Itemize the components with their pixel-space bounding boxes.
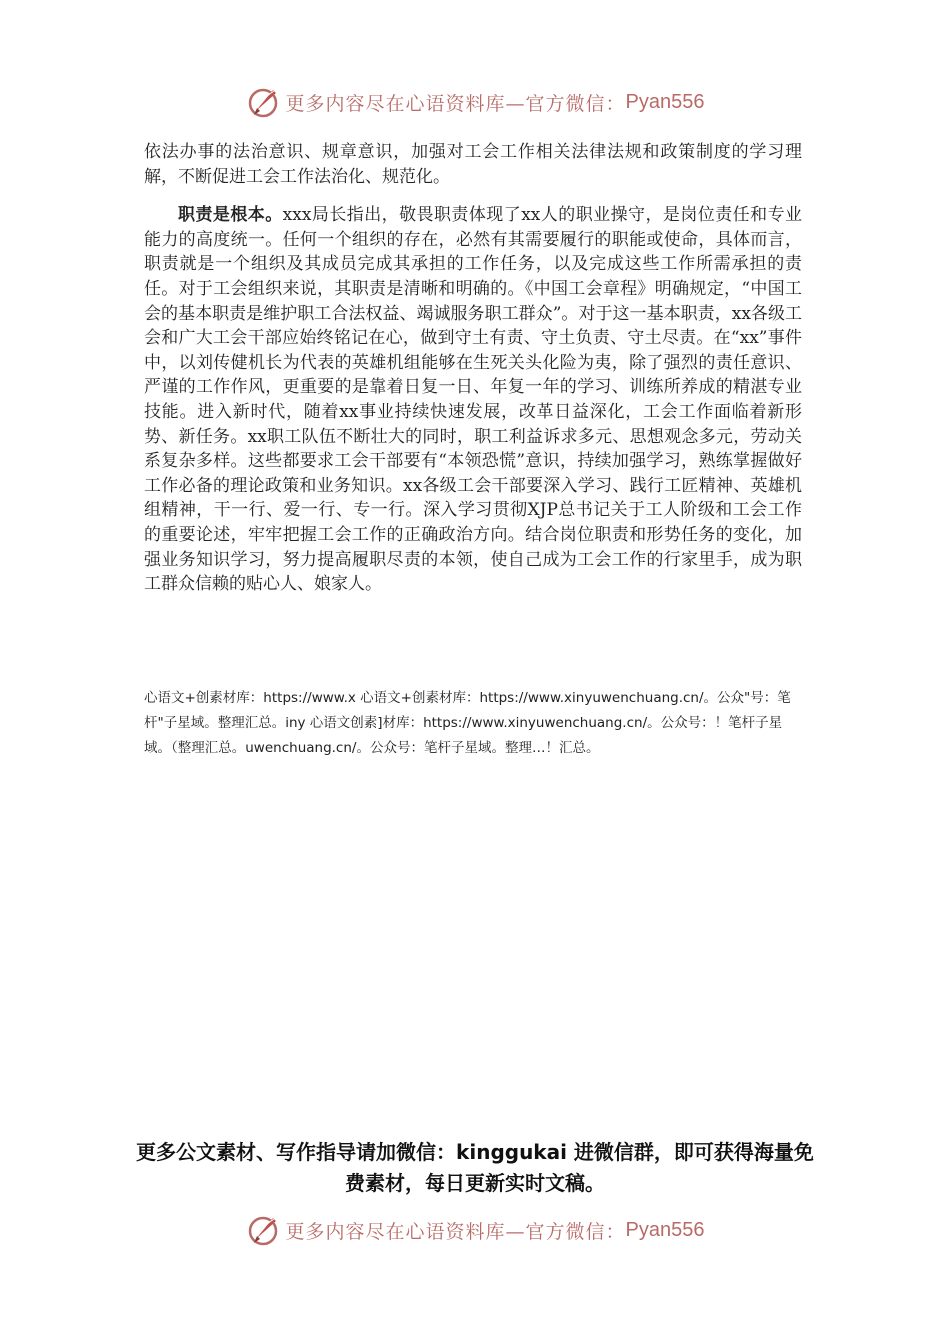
footer-call-to-action: 更多公文素材、写作指导请加微信：kinggukai 进微信群，即可获得海量免费素材，每日更新实时文稿。 [136,1140,814,1195]
banner-wechat-id: Pyan556 [625,90,705,113]
banner-wechat-id: Pyan556 [625,1218,705,1241]
footer-banner [0,1210,950,1250]
banner-text: 更多内容尽在心语资料库—官方微信： [285,92,626,115]
paragraph-lead: 职责是根本。 [178,205,283,226]
source-watermark-text: 心语文+创素材库：https://www.x 心语文+创素材库：https://www.xinyuwenchuang.cn/。公众"号：笔杆"子星域。整理汇总。iny 心语文创素]材库：https://www.xinyuwenchuang.cn/。公众号：！笔杆子星域。（整理汇总。uwenchuang.cn/。公众号：笔杆子星域。整理…！汇总。 [144,690,791,756]
quill-pen-icon [246,1212,282,1248]
paragraph: 依法办事的法治意识、规章意识，加强对工会工作相关法律法规和政策制度的学习理解，不断促进工会工作法治化、规范化。 [144,142,802,187]
document-body [144,140,802,597]
banner-text: 更多内容尽在心语资料库—官方微信： [285,1220,626,1243]
paragraph [144,203,802,597]
header-banner [0,82,950,122]
paragraph-text: xxx局长指出，敬畏职责体现了xx人的职业操守，是岗位责任和专业能力的高度统一。任何一个组织的存在，必然有其需要履行的职能或使命，具体而言，职责就是一个组织及其成员完成其承担的工作任务，以及完成这些工作所需承担的责任。对于工会组织来说，其职责是清晰和明确的。《中国工会章程》明确规定，“中国工会的基本职责是维护职工合法权益、竭诚服务职工群众”。对于这一基本职责，xx各级工会和广大工会干部应始终铭记在心，做到守土有责、守土负责、守土尽责。在“xx”事件中，以刘传健机长为代表的英雄机组能够在生死关头化险为夷，除了强烈的责任意识、严谨的工作作风，更重要的是靠着日复一日、年复一年的学习、训练所养成的精湛专业技能。进入新时代，随着xx事业持续快速发展，改革日益深化，工会工作面临着新形势、新任务。xx职工队伍不断壮大的同时，职工利益诉求多元、思想观念多元，劳动关系复杂多样。这些都要求工会干部要有“本领恐慌”意识，持续加强学习，熟练掌握做好工作必备的理论政策和业务知识。xx各级工会干部要深入学习、践行工匠精神、英雄机组精神，干一行、爱一行、专一行。深入学习贯彻XJP总书记关于工人阶级和工会工作的重要论述，牢牢把握工会工作的正确政治方向。结合岗位职责和形势任务的变化，加强业务知识学习，努力提高履职尽责的本领，使自己成为工会工作的行家里手，成为职工群众信赖的贴心人、娘家人。 [144,205,803,595]
quill-pen-icon [246,84,282,120]
